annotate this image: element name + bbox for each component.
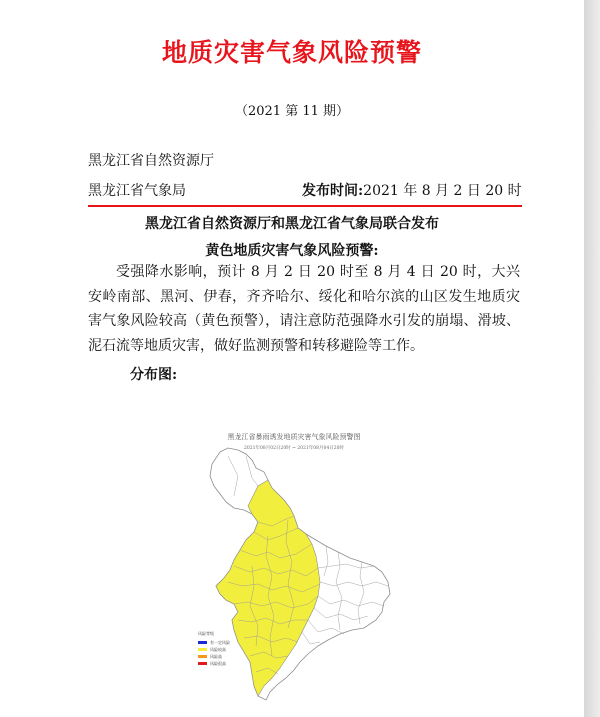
- map-date: 2021年08月02日20时 ~ 2021年08月04日20时: [244, 446, 344, 451]
- risk-map: [168, 416, 420, 717]
- issue-number: （2021 第 11 期）: [234, 104, 350, 119]
- map-title: 黑龙江省暴雨诱发地质灾害气象风险预警图: [227, 433, 361, 441]
- legend-swatch-red: [198, 662, 207, 665]
- issuer-nr: 黑龙江省自然资源厅: [88, 153, 214, 169]
- legend-swatch-yellow: [198, 648, 207, 651]
- issuer-met: 黑龙江省气象局: [88, 183, 186, 199]
- legend-label: 风险高: [210, 653, 222, 659]
- legend-title: 风险等级: [198, 631, 214, 636]
- document-title: 地质灾害气象风险预警: [161, 38, 422, 67]
- legend-item: [198, 653, 238, 660]
- map-legend: [198, 631, 238, 667]
- red-divider: [88, 205, 522, 207]
- publish-label: 发布时间:: [302, 183, 364, 199]
- legend-item: [198, 646, 238, 653]
- distribution-label: 分布图:: [130, 367, 178, 383]
- viewer-margin: [584, 0, 600, 717]
- legend-swatch-blue: [198, 641, 207, 644]
- legend-swatch-orange: [198, 655, 207, 658]
- legend-item: [198, 660, 238, 667]
- legend-label: 有一定风险: [210, 639, 230, 645]
- joint-heading: 黑龙江省自然资源厅和黑龙江省气象局联合发布: [145, 216, 439, 232]
- publish-time-row: [302, 180, 522, 200]
- warning-heading: 黄色地质灾害气象风险预警:: [205, 243, 379, 259]
- legend-item: [198, 639, 238, 646]
- warning-body: 受强降水影响，预计 8 月 2 日 20 时至 8 月 4 日 20 时，大兴安岭南部、黑河、伊春，齐齐哈尔、绥化和哈尔滨的山区发生地质灾害气象风险较高（黄色预警），请注意防范强降水引发的崩塌、滑坡、泥石流等地质灾害，做好监测预警和转移避险等工作。: [88, 264, 520, 354]
- legend-label: 风险很高: [210, 660, 226, 666]
- province-map: [168, 416, 420, 717]
- publish-time: 2021 年 8 月 2 日 20 时: [363, 183, 522, 199]
- legend-label: 风险较高: [210, 646, 226, 652]
